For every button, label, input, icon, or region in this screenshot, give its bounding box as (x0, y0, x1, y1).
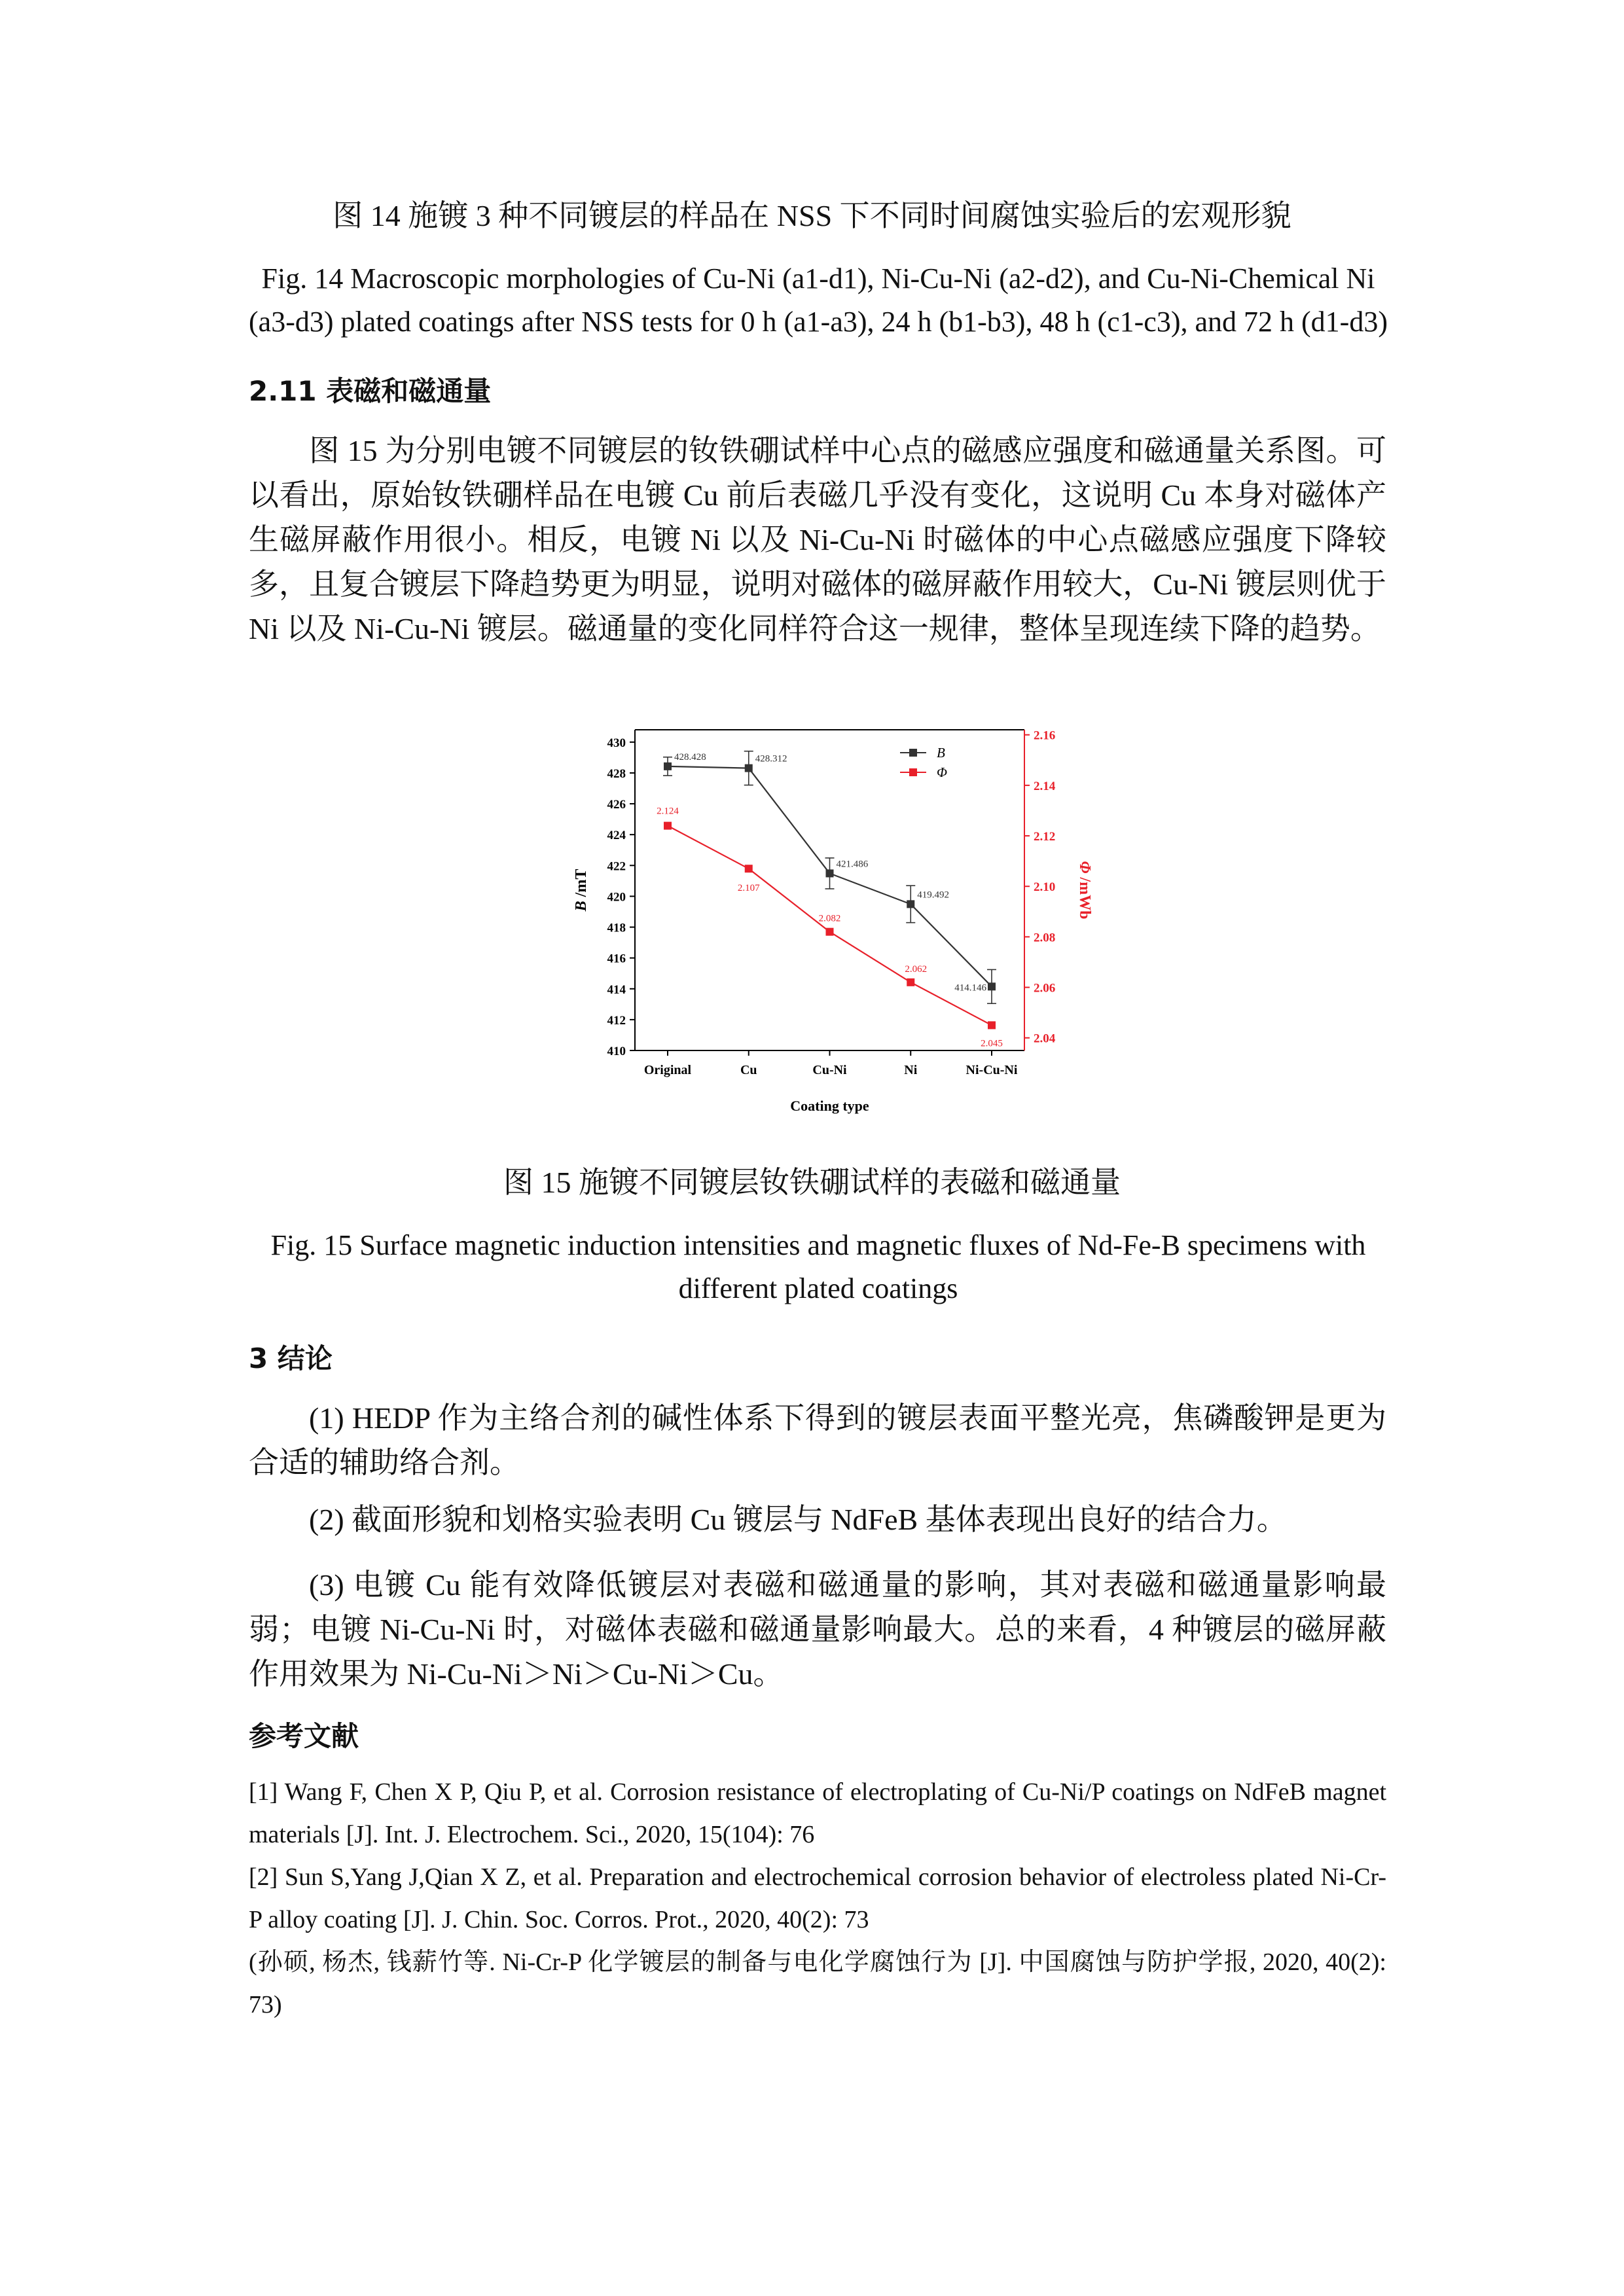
right-tick-label: 2.12 (1034, 830, 1056, 844)
x-axis-title: Coating type (790, 1098, 869, 1114)
right-tick-label: 2.08 (1034, 931, 1056, 945)
right-tick-label: 2.04 (1034, 1031, 1056, 1046)
reference-2-zh: (孙硕, 杨杰, 钱薪竹等. Ni-Cr-P 化学镀层的制备与电化学腐蚀行为 [J]. 中国腐蚀与防护学报, 2020, 40(2): 73) (249, 1948, 1386, 2018)
conclusion-3 (249, 1563, 1386, 1696)
series-point-0 (988, 982, 996, 990)
x-tick-label: Original (643, 1063, 692, 1077)
references-heading: 参考文献 (249, 1720, 359, 1752)
left-tick-label: 412 (607, 1013, 626, 1028)
left-tick-label: 410 (607, 1045, 626, 1058)
right-tick-label: 2.14 (1034, 779, 1056, 793)
conclusion-2-text: (2) 截面形貌和划格实验表明 Cu 镀层与 NdFeB 基体表现出良好的结合力。 (309, 1503, 1287, 1536)
left-tick-label: 416 (607, 952, 626, 966)
section-2-11-paragraph (249, 429, 1386, 651)
left-tick-label: 414 (607, 982, 626, 997)
legend-label-0: B (937, 745, 945, 761)
series-point-1 (745, 865, 753, 872)
conclusion-3-text: (3) 电镀 Cu 能有效降低镀层对表磁和磁通量的影响，其对表磁和磁通量影响最弱；电镀 Ni-Cu-Ni 时，对磁体表磁和磁通量影响最大。总的来看，4 种镀层的磁屏蔽作用效果为 Ni-Cu-Ni＞Ni＞Cu-Ni＞Cu。 (249, 1568, 1386, 1691)
x-tick-label: Ni (904, 1063, 918, 1077)
x-tick-label: Cu (740, 1063, 757, 1077)
series-point-0 (664, 762, 672, 770)
fig14-caption-en-line1: Fig. 14 Macroscopic morphologies of Cu-Ni (a1-d1), Ni-Cu-Ni (a2-d2), and Cu-Ni-Chemical Ni (261, 262, 1375, 295)
conclusion-1-text: (1) HEDP 作为主络合剂的碱性体系下得到的镀层表面平整光亮，焦磷酸钾是更为合适的辅助络合剂。 (249, 1401, 1386, 1479)
series-point-0 (907, 900, 914, 908)
right-axis-title (1076, 861, 1093, 920)
fig15-caption-en-line1: Fig. 15 Surface magnetic induction intensities and magnetic fluxes of Nd-Fe-B specimens with (270, 1229, 1366, 1261)
right-axis-title-unit: /mWb (1076, 873, 1093, 920)
left-tick-label: 424 (607, 829, 626, 843)
right-tick-label: 2.10 (1034, 880, 1056, 895)
legend-marker-1 (909, 768, 917, 776)
series-data-label-0: 421.486 (836, 859, 869, 870)
section-heading-2-11: 2.11 表磁和磁通量 (249, 375, 492, 407)
fig15-caption-en-line2: different plated coatings (678, 1272, 958, 1304)
left-tick-label: 430 (607, 736, 626, 750)
section-2-11-text: 图 15 为分别电镀不同镀层的钕铁硼试样中心点的磁感应强度和磁通量关系图。可以看出，原始钕铁硼样品在电镀 Cu 前后表磁几乎没有变化，这说明 Cu 本身对磁体产生磁屏蔽作用很小。相反，电镀 Ni 以及 Ni-Cu-Ni 时磁体的中心点磁感应强度下降较多，且复合镀层下降趋势更为明显，说明对磁体的磁屏蔽作用较大，Cu-Ni 镀层则优于 Ni 以及 Ni-Cu-Ni 镀层。磁通量的变化同样符合这一规律，整体呈现连续下降的趋势。 (249, 434, 1386, 645)
x-tick-label: Ni-Cu-Ni (965, 1063, 1018, 1077)
left-tick-label: 426 (607, 798, 626, 812)
left-tick-label: 418 (607, 921, 626, 935)
series-point-1 (826, 928, 834, 936)
fig15-caption-zh: 图 15 施镀不同镀层钕铁硼试样的表磁和磁通量 (503, 1166, 1121, 1199)
series-data-label-1: 2.062 (905, 963, 928, 975)
left-axis-title (573, 869, 590, 912)
series-data-label-0: 414.146 (954, 982, 986, 994)
reference-list (249, 1771, 1386, 2026)
left-tick-label: 422 (607, 859, 626, 874)
x-tick-label: Cu-Ni (812, 1063, 847, 1077)
reference-2: [2] Sun S,Yang J,Qian X Z, et al. Preparation and electrochemical corrosion behavior of electroless plated Ni-Cr-P alloy coating [J]. J. Chin. Soc. Corros. Prot., 2020, 40(2): 73 (249, 1863, 1386, 1933)
series-point-0 (826, 869, 834, 877)
left-axis-title-symbol: B (573, 901, 590, 912)
series-data-label-1: 2.124 (657, 806, 679, 817)
fig15-chart (550, 710, 1113, 1122)
series-data-label-1: 2.107 (737, 883, 760, 894)
fig14-caption-en-line2: (a3-d3) plated coatings after NSS tests for 0 h (a1-a3), 24 h (b1-b3), 48 h (c1-c3), and 72 h (d1-d3) (249, 306, 1388, 338)
series-point-1 (664, 822, 672, 830)
left-tick-label: 420 (607, 890, 626, 905)
left-axis-title-unit: /mT (573, 869, 590, 901)
series-data-label-0: 428.312 (755, 753, 787, 764)
series-point-1 (988, 1021, 996, 1029)
chart-marks (657, 745, 1003, 1049)
right-tick-label: 2.16 (1034, 728, 1056, 743)
legend-label-1: Φ (937, 764, 947, 780)
series-point-1 (907, 978, 914, 986)
right-tick-label: 2.06 (1034, 981, 1056, 996)
conclusion-2 (249, 1498, 1386, 1542)
series-data-label-0: 428.428 (674, 751, 706, 762)
series-data-label-0: 419.492 (917, 889, 949, 901)
series-data-label-1: 2.045 (981, 1038, 1003, 1049)
legend-marker-0 (909, 749, 917, 757)
series-line-1 (668, 826, 992, 1026)
series-point-0 (745, 764, 753, 772)
section-heading-3: 3 结论 (249, 1342, 333, 1374)
series-data-label-1: 2.082 (818, 913, 841, 924)
conclusion-1 (249, 1396, 1386, 1485)
right-axis-title-symbol: Φ (1076, 861, 1093, 874)
left-tick-label: 428 (607, 766, 626, 781)
fig14-caption-zh: 图 14 施镀 3 种不同镀层的样品在 NSS 下不同时间腐蚀实验后的宏观形貌 (333, 199, 1291, 232)
reference-1: [1] Wang F, Chen X P, Qiu P, et al. Corrosion resistance of electroplating of Cu-Ni/P coatings on NdFeB magnet materials [J]. Int. J. Electrochem. Sci., 2020, 15(104): 76 (249, 1778, 1386, 1848)
